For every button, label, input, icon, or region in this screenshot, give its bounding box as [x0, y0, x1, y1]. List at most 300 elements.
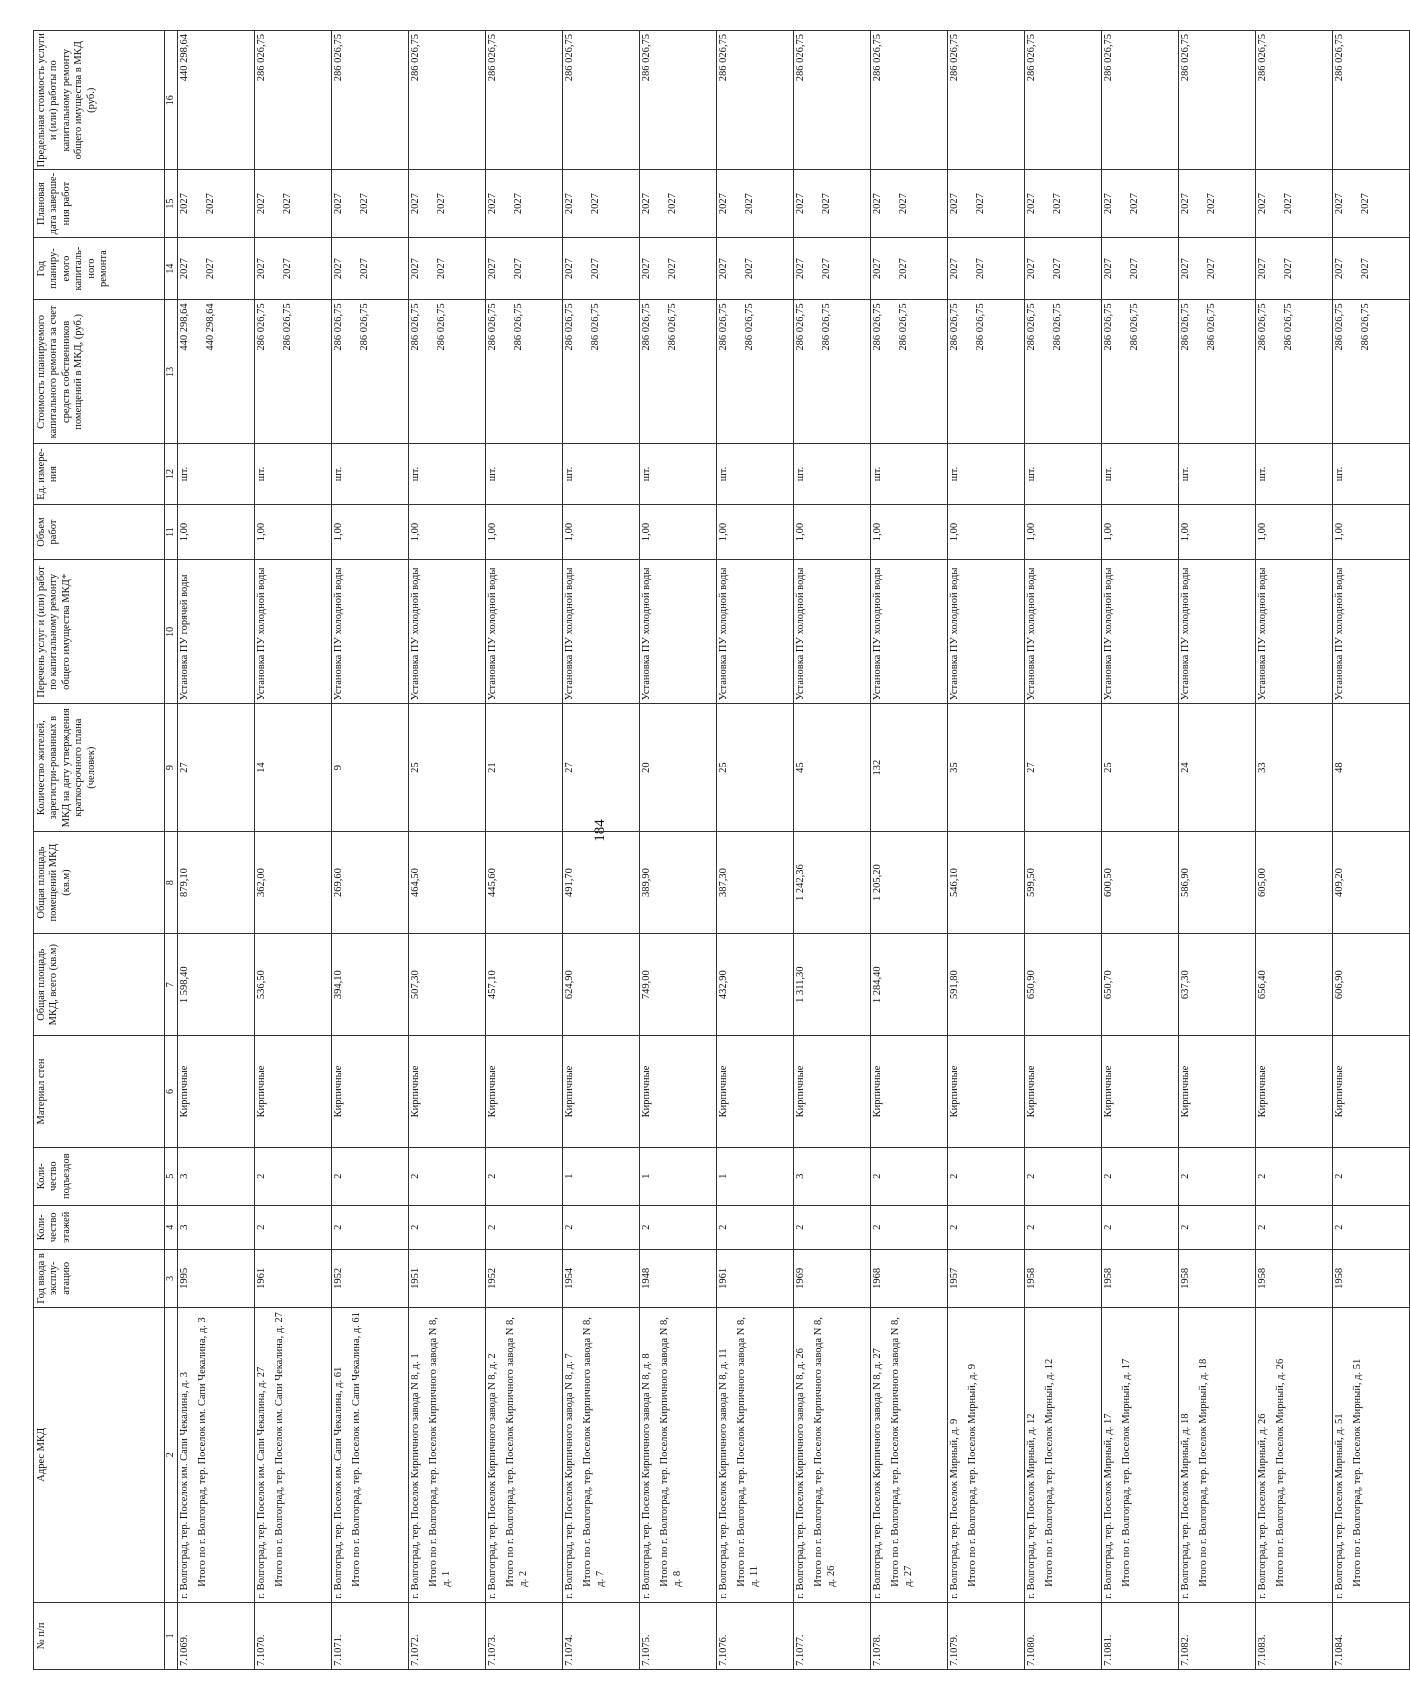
address: г. Волгоград, тер. Поселок Мирный, д. 17 — [1103, 1413, 1114, 1599]
unit: шт. — [948, 444, 1025, 504]
date-total: 2027 — [590, 193, 602, 215]
residents: 14 — [255, 704, 332, 832]
completion-date — [794, 170, 871, 237]
wall-material: Кирпичные — [563, 1036, 640, 1147]
area-total: 1 311,30 — [794, 934, 871, 1036]
repair-cost — [948, 300, 1025, 444]
year-built: 1969 — [794, 1249, 871, 1307]
address: г. Волгоград, тер. Поселок Кирпичного завода N 8, д. 11 — [718, 1348, 729, 1599]
date-total: 2027 — [821, 193, 833, 215]
work-volume: 1,00 — [1102, 504, 1179, 560]
floors: 2 — [409, 1205, 486, 1249]
rotated-page — [33, 30, 1372, 1670]
work-volume: 1,00 — [717, 504, 794, 560]
year-built: 1948 — [640, 1249, 717, 1307]
repair-year — [1179, 237, 1256, 300]
limit-cost: 286 026,75 — [871, 31, 948, 170]
column-number: 3 — [165, 1249, 178, 1307]
area-rooms: 387,30 — [717, 832, 794, 934]
repair-year — [1025, 237, 1102, 300]
date-total: 2027 — [1129, 193, 1141, 215]
area-total: 507,30 — [409, 934, 486, 1036]
column-number: 4 — [165, 1205, 178, 1249]
repair-cost — [1256, 300, 1333, 444]
area-total: 624,90 — [563, 934, 640, 1036]
limit-cost: 440 298,64 — [178, 31, 255, 170]
repair-year — [1256, 237, 1333, 300]
floors: 2 — [486, 1205, 563, 1249]
entrances: 2 — [1025, 1147, 1102, 1205]
repair-cost — [409, 300, 486, 444]
header-cell: № п/п — [34, 1602, 165, 1669]
limit-cost: 286 026,75 — [1102, 31, 1179, 170]
cost-value: 286 026,75 — [1257, 303, 1268, 351]
area-total: 432,90 — [717, 934, 794, 1036]
year-built: 1954 — [563, 1249, 640, 1307]
total-label: Итого по г. Волгоград, тер. Поселок Кирпичного завода N 8, д. 1 — [428, 1317, 452, 1587]
repair-cost — [486, 300, 563, 444]
completion-date — [563, 170, 640, 237]
year-value: 2027 — [718, 258, 729, 280]
residents: 20 — [640, 704, 717, 832]
header-cell: Количество жителей, зарегистри-рованных в МКД на дату утверждения краткосрочного плана (человек) — [34, 704, 165, 832]
date-value: 2027 — [1026, 193, 1037, 215]
date-total: 2027 — [282, 193, 294, 215]
cost-value: 286 026,75 — [641, 303, 652, 351]
column-number: 2 — [165, 1307, 178, 1602]
address: г. Волгоград, тер. Поселок Кирпичного завода N 8, д. 8 — [641, 1353, 652, 1599]
area-total: 394,10 — [332, 934, 409, 1036]
column-number: 16 — [165, 31, 178, 170]
address: г. Волгоград, тер. Поселок Кирпичного завода N 8, д. 27 — [872, 1348, 883, 1599]
date-total: 2027 — [667, 193, 679, 215]
address: г. Волгоград, тер. Поселок им. Сапи Чекалина, д. 27 — [256, 1366, 267, 1599]
header-cell: Плановая дата заверше-ния работ — [34, 170, 165, 237]
repair-cost — [563, 300, 640, 444]
work-volume: 1,00 — [871, 504, 948, 560]
work-list: Установка ПУ холодной воды — [332, 560, 409, 704]
limit-cost: 286 026,75 — [717, 31, 794, 170]
work-list: Установка ПУ холодной воды — [794, 560, 871, 704]
limit-cost: 286 026,75 — [1333, 31, 1410, 170]
year-total: 2027 — [359, 258, 371, 280]
area-total: 606,90 — [1333, 934, 1410, 1036]
row-address — [1102, 1307, 1179, 1602]
unit: шт. — [1333, 444, 1410, 504]
year-built: 1958 — [1025, 1249, 1102, 1307]
date-total: 2027 — [359, 193, 371, 215]
work-list: Установка ПУ холодной воды — [948, 560, 1025, 704]
cost-value: 286 026,75 — [487, 303, 498, 351]
wall-material: Кирпичные — [1179, 1036, 1256, 1147]
year-value: 2027 — [795, 258, 806, 280]
date-total: 2027 — [513, 193, 525, 215]
row-address — [563, 1307, 640, 1602]
entrances: 2 — [332, 1147, 409, 1205]
cost-value: 286 026,75 — [872, 303, 883, 351]
repair-year — [178, 237, 255, 300]
row-address — [640, 1307, 717, 1602]
year-total: 2027 — [282, 258, 294, 280]
header-row — [34, 31, 165, 1670]
date-value: 2027 — [410, 193, 421, 215]
wall-material: Кирпичные — [794, 1036, 871, 1147]
floors: 2 — [1179, 1205, 1256, 1249]
unit: шт. — [255, 444, 332, 504]
unit: шт. — [1102, 444, 1179, 504]
year-built: 1958 — [1179, 1249, 1256, 1307]
repair-year — [948, 237, 1025, 300]
wall-material: Кирпичные — [178, 1036, 255, 1147]
repair-year — [332, 237, 409, 300]
work-volume: 1,00 — [409, 504, 486, 560]
unit: шт. — [563, 444, 640, 504]
row-number: 7.1074. — [563, 1602, 640, 1669]
completion-date — [1102, 170, 1179, 237]
area-rooms: 389,90 — [640, 832, 717, 934]
unit: шт. — [178, 444, 255, 504]
entrances: 2 — [1102, 1147, 1179, 1205]
limit-cost: 286 026,75 — [1179, 31, 1256, 170]
cost-total: 286 026,75 — [513, 303, 525, 351]
cost-value: 286 026,75 — [1026, 303, 1037, 351]
cost-value: 286 026,75 — [564, 303, 575, 351]
date-value: 2027 — [1334, 193, 1345, 215]
cost-total: 286 026,75 — [667, 303, 679, 351]
row-number: 7.1071. — [332, 1602, 409, 1669]
unit: шт. — [332, 444, 409, 504]
completion-date — [1025, 170, 1102, 237]
floors: 2 — [1102, 1205, 1179, 1249]
entrances: 2 — [486, 1147, 563, 1205]
area-rooms: 362,00 — [255, 832, 332, 934]
entrances: 3 — [794, 1147, 871, 1205]
row-number: 7.1076. — [717, 1602, 794, 1669]
address: г. Волгоград, тер. Поселок Кирпичного завода N 8, д. 7 — [564, 1353, 575, 1599]
date-total: 2027 — [1052, 193, 1064, 215]
area-rooms: 269,60 — [332, 832, 409, 934]
work-volume: 1,00 — [1333, 504, 1410, 560]
year-built: 1961 — [717, 1249, 794, 1307]
year-total: 2027 — [744, 258, 756, 280]
entrances: 1 — [563, 1147, 640, 1205]
column-number: 14 — [165, 237, 178, 300]
year-built: 1958 — [1102, 1249, 1179, 1307]
column-number: 8 — [165, 832, 178, 934]
work-list: Установка ПУ холодной воды — [1102, 560, 1179, 704]
year-value: 2027 — [179, 258, 190, 280]
cost-total: 286 026,75 — [821, 303, 833, 351]
area-rooms: 491,70 — [563, 832, 640, 934]
area-total: 637,30 — [1179, 934, 1256, 1036]
limit-cost: 286 026,75 — [563, 31, 640, 170]
year-built: 1958 — [1256, 1249, 1333, 1307]
row-address — [1025, 1307, 1102, 1602]
area-rooms: 546,10 — [948, 832, 1025, 934]
address: г. Волгоград, тер. Поселок Мирный, д. 9 — [949, 1418, 960, 1599]
header-cell: Материал стен — [34, 1036, 165, 1147]
work-volume: 1,00 — [948, 504, 1025, 560]
area-total: 1 284,40 — [871, 934, 948, 1036]
total-label: Итого по г. Волгоград, тер. Поселок Кирпичного завода N 8, д. 8 — [659, 1317, 683, 1587]
table-row — [255, 31, 332, 1670]
row-address — [332, 1307, 409, 1602]
year-value: 2027 — [641, 258, 652, 280]
floors: 2 — [1256, 1205, 1333, 1249]
wall-material: Кирпичные — [409, 1036, 486, 1147]
column-number: 9 — [165, 704, 178, 832]
column-number: 6 — [165, 1036, 178, 1147]
date-total: 2027 — [1360, 193, 1372, 215]
cost-total: 286 026,75 — [1129, 303, 1141, 351]
table-row — [1102, 31, 1179, 1670]
address: г. Волгоград, тер. Поселок Мирный, д. 26 — [1257, 1413, 1268, 1599]
cost-value: 440 298,64 — [179, 303, 190, 351]
table-row — [409, 31, 486, 1670]
table-row — [1333, 31, 1410, 1670]
date-total: 2027 — [744, 193, 756, 215]
unit: шт. — [640, 444, 717, 504]
repair-cost — [255, 300, 332, 444]
column-number: 5 — [165, 1147, 178, 1205]
year-value: 2027 — [487, 258, 498, 280]
year-total: 2027 — [590, 258, 602, 280]
cost-value: 286 026,75 — [1103, 303, 1114, 351]
unit: шт. — [794, 444, 871, 504]
repair-year — [717, 237, 794, 300]
year-total: 2027 — [821, 258, 833, 280]
date-value: 2027 — [179, 193, 190, 215]
repair-year — [1102, 237, 1179, 300]
wall-material: Кирпичные — [486, 1036, 563, 1147]
residents: 9 — [332, 704, 409, 832]
area-rooms: 600,50 — [1102, 832, 1179, 934]
date-value: 2027 — [487, 193, 498, 215]
residents: 35 — [948, 704, 1025, 832]
header-cell: Стоимость планируемого капитального ремонта за счет средств собственников помещений в МКД, (руб.) — [34, 300, 165, 444]
row-address — [871, 1307, 948, 1602]
work-volume: 1,00 — [794, 504, 871, 560]
total-label: Итого по г. Волгоград, тер. Поселок Кирпичного завода N 8, д. 7 — [582, 1317, 606, 1587]
cost-total: 286 026,75 — [744, 303, 756, 351]
cost-total: 286 026,75 — [359, 303, 371, 351]
floors: 2 — [871, 1205, 948, 1249]
cost-total: 286 026,75 — [282, 303, 294, 351]
cost-total: 286 026,75 — [975, 303, 987, 351]
area-rooms: 586,90 — [1179, 832, 1256, 934]
table-row — [794, 31, 871, 1670]
year-value: 2027 — [410, 258, 421, 280]
year-total: 2027 — [898, 258, 910, 280]
wall-material: Кирпичные — [255, 1036, 332, 1147]
limit-cost: 286 026,75 — [486, 31, 563, 170]
header-cell: Коли-чество этажей — [34, 1205, 165, 1249]
year-built: 1958 — [1333, 1249, 1410, 1307]
wall-material: Кирпичные — [717, 1036, 794, 1147]
limit-cost: 286 026,75 — [640, 31, 717, 170]
table-row — [1025, 31, 1102, 1670]
area-total: 536,50 — [255, 934, 332, 1036]
header-cell: Коли-чество подъездов — [34, 1147, 165, 1205]
wall-material: Кирпичные — [1256, 1036, 1333, 1147]
header-cell: Год планиру-емого капиталь-ного ремонта — [34, 237, 165, 300]
unit: шт. — [1256, 444, 1333, 504]
capital-repair-table — [33, 30, 1410, 1670]
total-label: Итого по г. Волгоград, тер. Поселок им. Сапи Чекалина, д. 61 — [351, 1312, 363, 1587]
year-total: 2027 — [667, 258, 679, 280]
year-total: 2027 — [436, 258, 448, 280]
date-value: 2027 — [949, 193, 960, 215]
area-rooms: 599,50 — [1025, 832, 1102, 934]
work-volume: 1,00 — [486, 504, 563, 560]
total-label: Итого по г. Волгоград, тер. Поселок Мирный, д. 26 — [1275, 1358, 1287, 1587]
repair-cost — [794, 300, 871, 444]
repair-year — [1333, 237, 1410, 300]
row-number: 7.1083. — [1256, 1602, 1333, 1669]
completion-date — [1333, 170, 1410, 237]
date-value: 2027 — [1180, 193, 1191, 215]
entrances: 2 — [409, 1147, 486, 1205]
repair-cost — [1333, 300, 1410, 444]
row-number: 7.1069. — [178, 1602, 255, 1669]
completion-date — [1256, 170, 1333, 237]
cost-total: 286 026,75 — [898, 303, 910, 351]
year-total: 2027 — [1052, 258, 1064, 280]
floors: 2 — [255, 1205, 332, 1249]
year-value: 2027 — [949, 258, 960, 280]
table-row — [332, 31, 409, 1670]
work-volume: 1,00 — [563, 504, 640, 560]
column-number-row — [165, 31, 178, 1670]
completion-date — [948, 170, 1025, 237]
limit-cost: 286 026,75 — [1025, 31, 1102, 170]
completion-date — [486, 170, 563, 237]
completion-date — [332, 170, 409, 237]
work-list: Установка ПУ холодной воды — [1025, 560, 1102, 704]
area-rooms: 879,10 — [178, 832, 255, 934]
limit-cost: 286 026,75 — [255, 31, 332, 170]
header-cell: Адрес МКД — [34, 1307, 165, 1602]
table-body — [178, 31, 1410, 1670]
completion-date — [255, 170, 332, 237]
repair-cost — [717, 300, 794, 444]
address: г. Волгоград, тер. Поселок Кирпичного завода N 8, д. 26 — [795, 1348, 806, 1599]
repair-year — [255, 237, 332, 300]
date-value: 2027 — [795, 193, 806, 215]
row-number: 7.1072. — [409, 1602, 486, 1669]
year-value: 2027 — [1180, 258, 1191, 280]
floors: 2 — [1333, 1205, 1410, 1249]
total-label: Итого по г. Волгоград, тер. Поселок Кирпичного завода N 8, д. 27 — [890, 1317, 914, 1587]
cost-total: 286 026,75 — [1052, 303, 1064, 351]
total-label: Итого по г. Волгоград, тер. Поселок Мирный, д. 12 — [1044, 1358, 1056, 1587]
row-address — [948, 1307, 1025, 1602]
repair-year — [640, 237, 717, 300]
column-number: 15 — [165, 170, 178, 237]
year-built: 1952 — [486, 1249, 563, 1307]
work-list: Установка ПУ холодной воды — [486, 560, 563, 704]
header-cell: Год ввода в эксплу-атацию — [34, 1249, 165, 1307]
residents: 25 — [409, 704, 486, 832]
column-number: 7 — [165, 934, 178, 1036]
total-label: Итого по г. Волгоград, тер. Поселок им. Сапи Чекалина, д. 3 — [197, 1317, 209, 1587]
total-label: Итого по г. Волгоград, тер. Поселок Мирный, д. 51 — [1352, 1358, 1364, 1587]
cost-value: 286 026,75 — [795, 303, 806, 351]
date-total: 2027 — [898, 193, 910, 215]
year-built: 1995 — [178, 1249, 255, 1307]
entrances: 2 — [1256, 1147, 1333, 1205]
floors: 2 — [794, 1205, 871, 1249]
work-list: Установка ПУ горячей воды — [178, 560, 255, 704]
entrances: 1 — [717, 1147, 794, 1205]
column-number: 11 — [165, 504, 178, 560]
work-list: Установка ПУ холодной воды — [717, 560, 794, 704]
column-number: 12 — [165, 444, 178, 504]
table-row — [1256, 31, 1333, 1670]
date-value: 2027 — [333, 193, 344, 215]
work-volume: 1,00 — [640, 504, 717, 560]
total-label: Итого по г. Волгоград, тер. Поселок Кирпичного завода N 8, д. 11 — [736, 1317, 760, 1587]
total-label: Итого по г. Волгоград, тер. Поселок Мирный, д. 9 — [967, 1364, 979, 1587]
header-cell: Перечень услуг и (или) работ по капитальному ремонту общего имущества МКД* — [34, 560, 165, 704]
entrances: 3 — [178, 1147, 255, 1205]
limit-cost: 286 026,75 — [332, 31, 409, 170]
repair-cost — [871, 300, 948, 444]
column-number: 1 — [165, 1602, 178, 1669]
unit: шт. — [409, 444, 486, 504]
wall-material: Кирпичные — [1333, 1036, 1410, 1147]
address: г. Волгоград, тер. Поселок им. Сапи Чекалина, д. 61 — [333, 1366, 344, 1599]
year-total: 2027 — [1360, 258, 1372, 280]
entrances: 2 — [871, 1147, 948, 1205]
limit-cost: 286 026,75 — [794, 31, 871, 170]
date-value: 2027 — [641, 193, 652, 215]
row-address — [255, 1307, 332, 1602]
repair-cost — [1025, 300, 1102, 444]
area-total: 650,90 — [1025, 934, 1102, 1036]
cost-total: 286 026,75 — [1283, 303, 1295, 351]
residents: 132 — [871, 704, 948, 832]
total-label: Итого по г. Волгоград, тер. Поселок Мирный, д. 17 — [1121, 1358, 1133, 1587]
work-list: Установка ПУ холодной воды — [640, 560, 717, 704]
residents: 33 — [1256, 704, 1333, 832]
unit: шт. — [486, 444, 563, 504]
page-number: 184 — [591, 819, 608, 842]
floors: 3 — [178, 1205, 255, 1249]
row-number: 7.1082. — [1179, 1602, 1256, 1669]
residents: 27 — [178, 704, 255, 832]
year-value: 2027 — [333, 258, 344, 280]
column-number: 13 — [165, 300, 178, 444]
repair-year — [794, 237, 871, 300]
repair-year — [871, 237, 948, 300]
cost-total: 286 026,75 — [1360, 303, 1372, 351]
row-number: 7.1080. — [1025, 1602, 1102, 1669]
date-value: 2027 — [1257, 193, 1268, 215]
header-cell: Ед. измере-ния — [34, 444, 165, 504]
wall-material: Кирпичные — [871, 1036, 948, 1147]
entrances: 2 — [948, 1147, 1025, 1205]
row-address — [1256, 1307, 1333, 1602]
repair-cost — [178, 300, 255, 444]
date-value: 2027 — [718, 193, 729, 215]
header-cell: Объем работ — [34, 504, 165, 560]
year-value: 2027 — [1103, 258, 1114, 280]
cost-value: 286 026,75 — [1334, 303, 1345, 351]
row-number: 7.1081. — [1102, 1602, 1179, 1669]
date-value: 2027 — [564, 193, 575, 215]
work-list: Установка ПУ холодной воды — [1333, 560, 1410, 704]
